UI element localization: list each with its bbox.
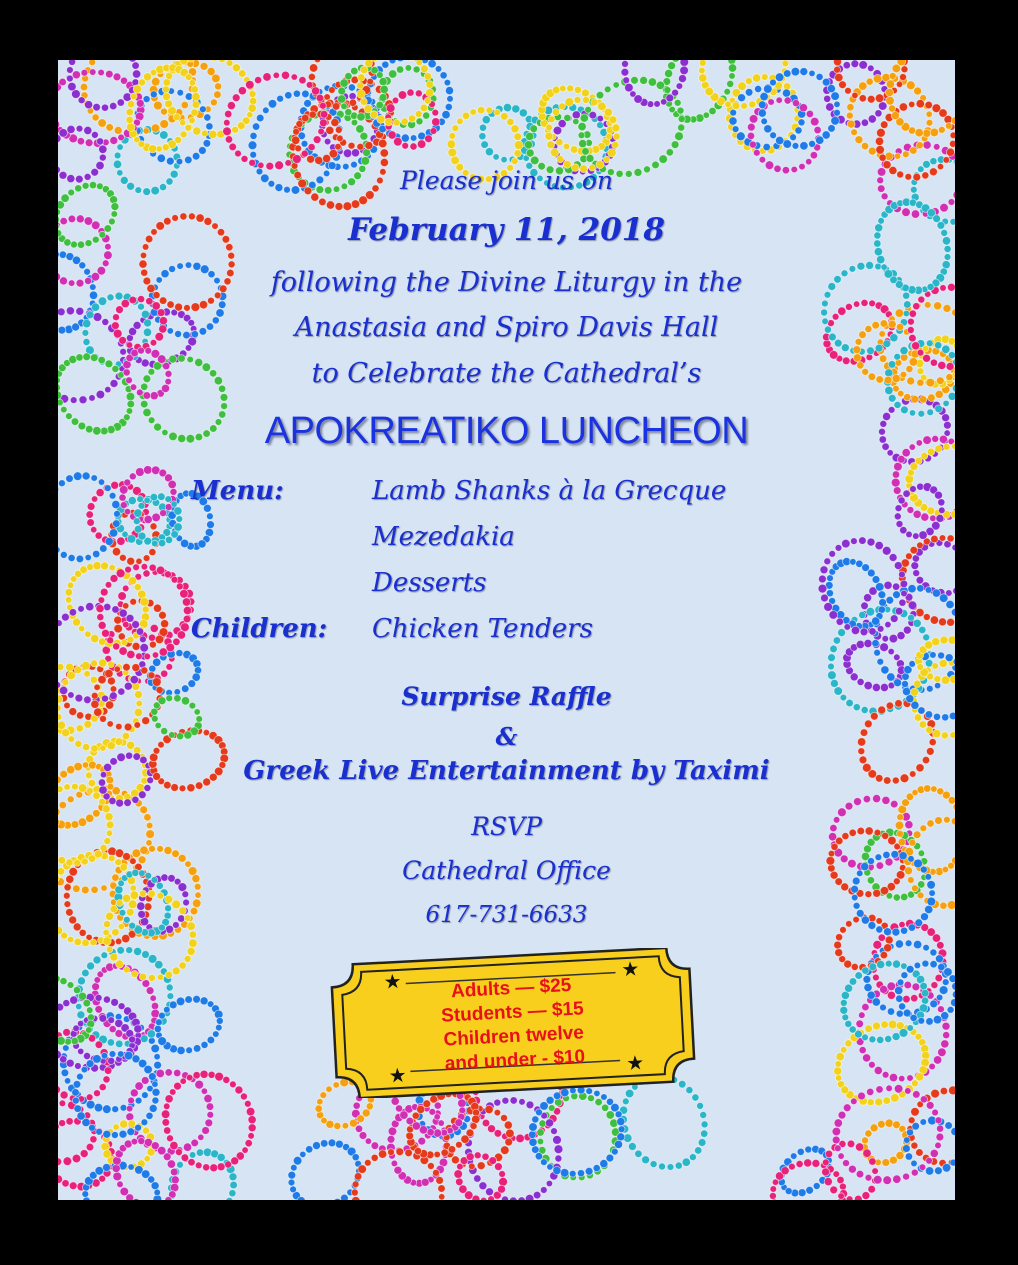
price-adults: Adults — $25 (450, 974, 572, 1003)
price-children: Children twelve (443, 1022, 585, 1051)
invite-line-3: to Celebrate the Cathedral’s (311, 358, 702, 389)
children-menu-item: Chicken Tenders (372, 614, 593, 644)
invite-line-1: following the Divine Liturgy in the (270, 267, 743, 298)
menu-item: Mezedakia (372, 522, 515, 552)
event-date: February 11, 2018 (348, 212, 665, 248)
price-children-under: and under - $10 (444, 1046, 586, 1075)
children-label: Children: (191, 614, 328, 644)
price-ticket (328, 948, 698, 1098)
star-icon: ★ (387, 1062, 408, 1088)
star-icon: ★ (383, 968, 403, 994)
invite-line-2: Anastasia and Spiro Davis Hall (294, 312, 719, 343)
menu-item: Desserts (372, 568, 487, 598)
entertainment-text: Greek Live Entertainment by Taximi (243, 756, 770, 786)
price-students: Students — $15 (440, 998, 585, 1027)
event-title: APOKREATIKO LUNCHEON (264, 410, 749, 452)
rsvp-label: RSVP (471, 812, 542, 841)
rsvp-phone: 617-731-6633 (425, 902, 588, 928)
intro-text: Please join us on (400, 166, 613, 195)
menu-item: Lamb Shanks à la Grecque (372, 476, 727, 506)
flyer (58, 60, 955, 1200)
raffle-text: Surprise Raffle (401, 682, 612, 711)
star-icon: ★ (625, 1050, 645, 1076)
rsvp-office: Cathedral Office (402, 856, 611, 885)
ampersand: & (495, 722, 518, 751)
menu-label: Menu: (191, 476, 284, 506)
star-icon: ★ (620, 956, 640, 982)
